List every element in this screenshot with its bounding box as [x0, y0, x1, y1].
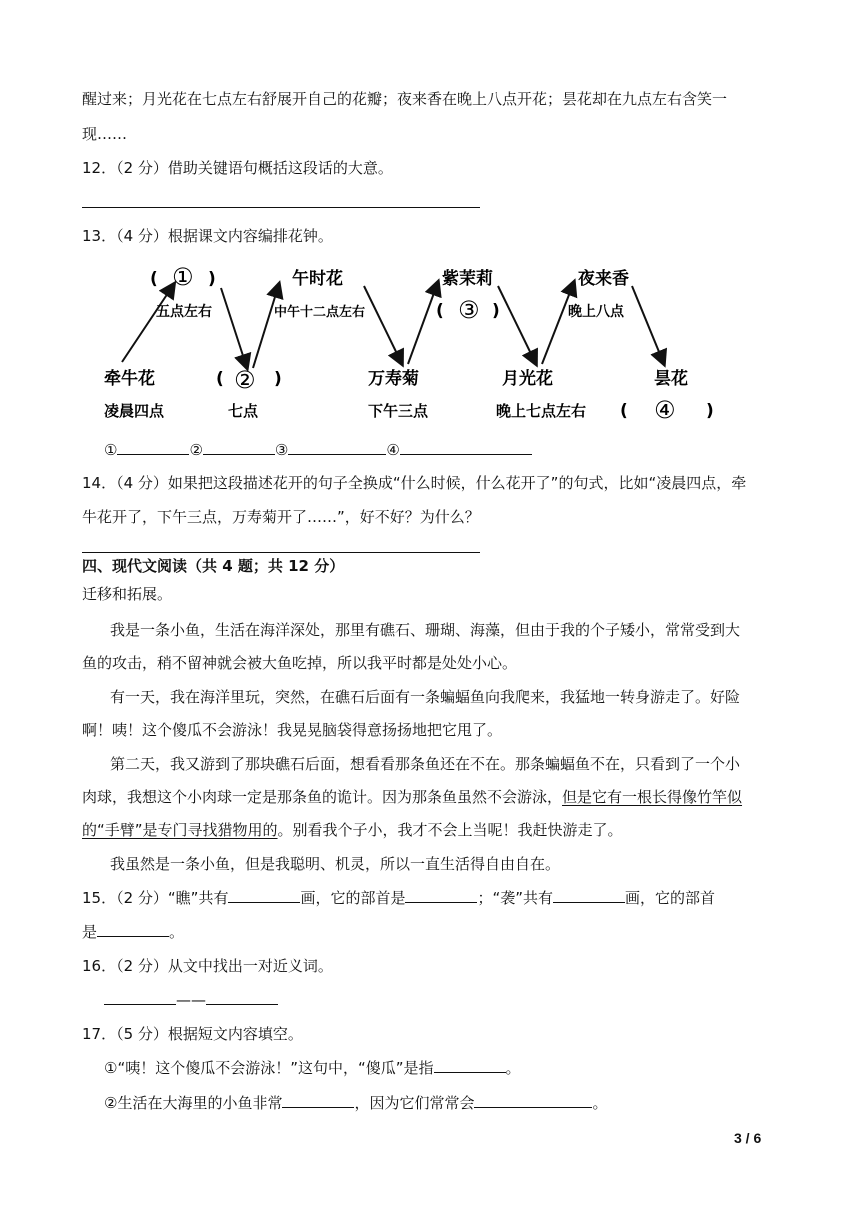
q15-blank-strokes-2[interactable]: [553, 888, 625, 903]
question-15-line-2: [82, 922, 184, 942]
q17-text: ，因为它们常常会: [354, 1094, 475, 1112]
arrow: [122, 284, 174, 362]
intro-line-2: 现……: [82, 125, 128, 143]
q15-blank-radical-2[interactable]: [97, 922, 169, 937]
arrow: [221, 288, 247, 368]
time-label: 晚上八点: [568, 304, 624, 320]
arrow: [498, 286, 536, 364]
answer-number: ①: [104, 441, 118, 459]
q17-blank-2[interactable]: [282, 1093, 354, 1108]
arrow: [632, 286, 664, 364]
q15-text: 画，它的部首: [625, 889, 716, 907]
intro-line-1: 醒过来；月光花在七点左右舒展开自己的花瓣；夜来香在晚上八点开花；昙花却在九点左右含笑一: [82, 90, 728, 108]
q15-text: ；“袭”共有: [477, 889, 554, 907]
blank-number: ③: [458, 296, 480, 324]
question-17: 17．（5 分）根据短文内容填空。: [82, 1025, 303, 1043]
q15-text: 15．（2 分）“瞧”共有: [82, 889, 229, 907]
flower-label: 夜来香: [578, 269, 629, 289]
q15-text: 画，它的部首是: [300, 889, 406, 907]
q17-blank-3[interactable]: [474, 1093, 592, 1108]
blank-close: ): [706, 401, 714, 421]
passage-p3-line-2: [82, 787, 742, 807]
q16-answer-row: [104, 990, 278, 1010]
arrow: [408, 282, 438, 364]
q17-text: ①“咦！这个傻瓜不会游泳！”这句中，“傻瓜”是指: [104, 1059, 434, 1077]
passage-p2-line-1: 有一天，我在海洋里玩，突然，在礁石后面有一条蝙蝠鱼向我爬来，我猛地一转身游走了。好险: [110, 688, 741, 706]
flower-label: 午时花: [292, 269, 343, 289]
passage-text: 肉球，我想这个小肉球一定是那条鱼的诡计。因为那条鱼虽然不会游泳，: [82, 788, 563, 806]
question-14-line-2: 牛花开了，下午三点，万寿菊开了……”，好不好？为什么？: [82, 508, 480, 526]
q17-text: 。: [505, 1059, 521, 1077]
blank-number: ①: [172, 263, 194, 291]
q17-item-1: [104, 1058, 521, 1078]
time-label: 七点: [228, 402, 259, 420]
blank-open: (: [436, 301, 444, 321]
q16-blank-2[interactable]: [206, 990, 278, 1005]
flower-clock-diagram: [0, 258, 860, 428]
time-label: 中午十二点左右: [274, 305, 366, 320]
q15-text: 是: [82, 923, 98, 941]
q17-text: ②生活在大海里的小鱼非常: [104, 1094, 283, 1112]
q17-text: 。: [592, 1094, 608, 1112]
section-intro: 迁移和拓展。: [82, 585, 173, 603]
arrow: [542, 282, 574, 364]
answer-line-14[interactable]: [82, 552, 480, 553]
blank-number: ④: [654, 396, 676, 424]
arrow: [364, 286, 402, 364]
time-label: 下午三点: [368, 402, 429, 420]
question-16: 16．（2 分）从文中找出一对近义词。: [82, 957, 333, 975]
flower-label: 昙花: [654, 369, 688, 389]
answer-number: ③: [274, 441, 289, 459]
underlined-sentence: 但是它有一根长得像竹竿似: [562, 788, 743, 806]
answer-blank-4[interactable]: [400, 440, 532, 455]
blank-open: (: [620, 401, 628, 421]
answer-blank-1[interactable]: [117, 440, 189, 455]
passage-p2-line-2: 啊！咦！这个傻瓜不会游泳！我晃晃脑袋得意扬扬地把它甩了。: [82, 721, 503, 739]
answer-number: ④: [386, 441, 400, 459]
answer-blank-2[interactable]: [203, 440, 275, 455]
section-heading: 四、现代文阅读（共 4 题；共 12 分）: [82, 557, 345, 575]
arrow: [253, 284, 279, 368]
q15-text: 。: [169, 923, 185, 941]
answer-blank-3[interactable]: [288, 440, 386, 455]
time-label: 五点左右: [156, 304, 212, 320]
passage-p1-line-2: 鱼的攻击，稍不留神就会被大鱼吃掉，所以我平时都是处处小心。: [82, 654, 518, 672]
q15-blank-radical-1[interactable]: [405, 888, 477, 903]
q16-blank-1[interactable]: [104, 990, 176, 1005]
passage-p4: 我虽然是一条小鱼，但是我聪明、机灵，所以一直生活得自由自在。: [110, 855, 561, 873]
blank-close: ): [274, 369, 282, 389]
q15-blank-strokes-1[interactable]: [228, 888, 300, 903]
answer-line-12[interactable]: [82, 207, 480, 208]
blank-open: (: [216, 369, 224, 389]
flower-label: 牵牛花: [104, 369, 155, 389]
question-14-line-1: 14．（4 分）如果把这段描述花开的句子全换成“什么时候，什么花开了”的句式，比如“凌晨四点，牵: [82, 474, 747, 492]
answer-number: ②: [189, 441, 203, 459]
page-number: 3 / 6: [734, 1130, 762, 1146]
q13-answer-row: [104, 440, 532, 460]
blank-close: ): [208, 269, 216, 289]
passage-p3-line-1: 第二天，我又游到了那块礁石后面，想看看那条鱼还在不在。那条蝙蝠鱼不在，只看到了一个小: [110, 755, 741, 773]
flower-label: 紫茉莉: [442, 269, 493, 289]
question-13: 13．（4 分）根据课文内容编排花钟。: [82, 227, 333, 245]
blank-close: ): [492, 301, 500, 321]
time-label: 晚上七点左右: [496, 402, 587, 420]
blank-number: ②: [234, 366, 256, 394]
flower-label: 万寿菊: [368, 369, 419, 389]
q16-dash: ——: [176, 991, 206, 1009]
passage-p3-line-3: [82, 820, 623, 840]
blank-open: (: [150, 269, 158, 289]
passage-p1-line-1: 我是一条小鱼，生活在海洋深处，那里有礁石、珊瑚、海藻，但由于我的个子矮小，常常受到大: [110, 621, 741, 639]
question-12: 12．（2 分）借助关键语句概括这段话的大意。: [82, 159, 393, 177]
passage-text: 。别看我个子小，我才不会上当呢！我赶快游走了。: [277, 821, 623, 839]
flower-label: 月光花: [502, 369, 553, 389]
time-label: 凌晨四点: [104, 402, 165, 420]
underlined-sentence: 的“手臂”是专门寻找猎物用的: [82, 821, 278, 839]
q17-item-2: [104, 1093, 607, 1113]
question-15-line-1: [82, 888, 715, 908]
q17-blank-1[interactable]: [434, 1058, 506, 1073]
